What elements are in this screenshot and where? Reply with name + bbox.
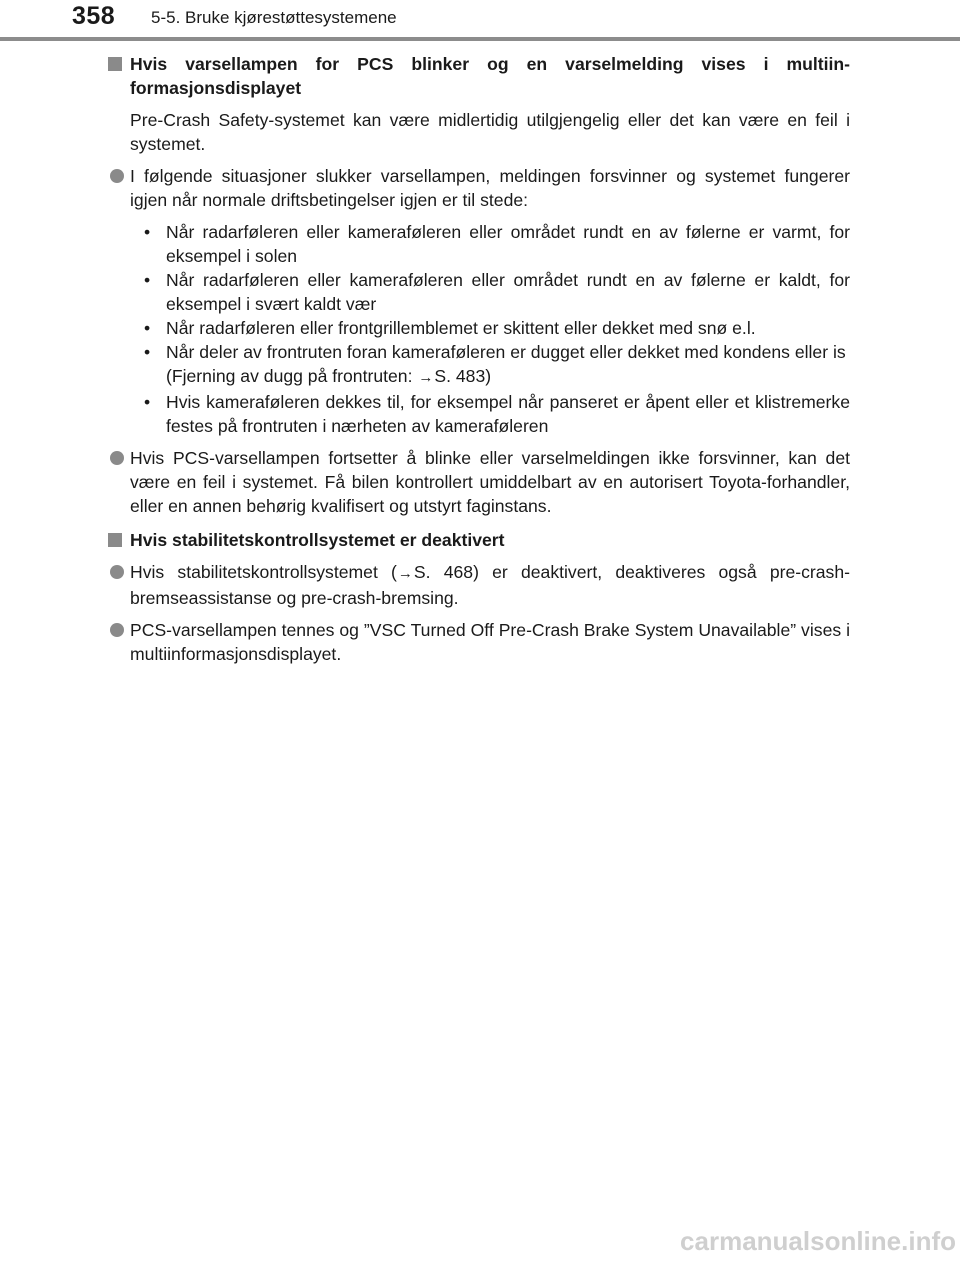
sub-list-text: Hvis kameraføleren dekkes til, for eksempel når panseret er åpent eller et klistremerke festes på frontruten i nærheten av kameraføleren: [166, 392, 850, 436]
arrow-right-icon: →: [397, 565, 413, 582]
bullet-dot-icon: •: [144, 318, 151, 338]
page-reference-link[interactable]: S. 483): [434, 366, 492, 386]
bullet-dot-icon: •: [144, 222, 151, 242]
list-item: [130, 560, 850, 610]
sub-list-text: Når radarføleren eller frontgrillemblemet er skittent eller dekket med snø e.l.: [166, 318, 756, 338]
circle-bullet-icon: [110, 565, 124, 579]
square-bullet-icon: [108, 57, 122, 71]
bullet-dot-icon: •: [144, 342, 151, 362]
list-item: [130, 446, 850, 518]
sub-list-item: [130, 340, 850, 390]
header-rule: [0, 37, 960, 41]
sub-list-text: Når radarføleren eller kameraføleren eller området rundt en av følerne er kaldt, for eksempel i svært kaldt vær: [166, 270, 850, 314]
watermark: carmanualsonline.info: [680, 1226, 956, 1256]
list-item-text: Hvis PCS-varsellampen fortsetter å blinke eller varselmeldingen ikke forsvinner, kan det være en feil i systemet. Få bilen kontrollert umiddelbart av en autorisert Toyota-forhandler, eller en annen behørig kvalifisert og utstyrt faginstans.: [130, 448, 850, 516]
section-title: Hvis varsellampen for PCS blinker og en varselmelding vises i multiinformasjonsdisplayet: [130, 54, 850, 98]
bullet-dot-icon: •: [144, 392, 151, 412]
list-item-text: PCS-varsellampen tennes og ”VSC Turned Off Pre-Crash Brake System Unavailable” vises i multiinformasjonsdisplayet.: [130, 620, 850, 664]
sub-list: [130, 220, 850, 438]
sub-list-text: Når radarføleren eller kameraføleren eller området rundt en av følerne er varmt, for eksempel i solen: [166, 222, 850, 266]
sub-list-item: [130, 220, 850, 268]
section-paragraph: Pre-Crash Safety-systemet kan være midlertidig utilgjengelig eller det kan være en feil i systemet.: [130, 110, 850, 154]
circle-bullet-icon: [110, 623, 124, 637]
chapter-title: 5-5. Bruke kjørestøttesystemene: [151, 8, 397, 27]
sub-list-item: [130, 390, 850, 438]
section-pcs-warning: [108, 52, 850, 518]
square-bullet-icon: [108, 533, 122, 547]
bullet-dot-icon: •: [144, 270, 151, 290]
sub-list-item: [130, 268, 850, 316]
list-item: [130, 618, 850, 666]
list-item-text: I følgende situasjoner slukker varsellampen, meldingen forsvinner og systemet fungerer igjen når normale driftsbetingelser igjen er til stede:: [130, 166, 850, 210]
page-number: 358: [72, 2, 116, 30]
page-content: [108, 52, 850, 666]
arrow-right-icon: →: [418, 369, 434, 386]
section-title: Hvis stabilitetskontrollsystemet er deaktivert: [130, 530, 505, 550]
page-reference-link[interactable]: S. 468: [413, 562, 474, 582]
section-stability-control: [108, 528, 850, 666]
reference-text: (Fjerning av dugg på frontruten:: [166, 366, 418, 386]
list-item-text: Hvis stabilitetskontrollsystemet (: [130, 562, 397, 582]
page-header: [0, 0, 960, 44]
circle-bullet-icon: [110, 169, 124, 183]
list-item: [130, 164, 850, 438]
circle-bullet-icon: [110, 451, 124, 465]
sub-list-text: Når deler av frontruten foran kameraføleren er dugget eller dekket med kondens eller is: [166, 342, 846, 362]
sub-list-item: [130, 316, 850, 340]
list-item-text: ) er deaktivert, deaktiveres også pre-crash-bremseassistanse og pre-crash-bremsing.: [130, 562, 850, 608]
